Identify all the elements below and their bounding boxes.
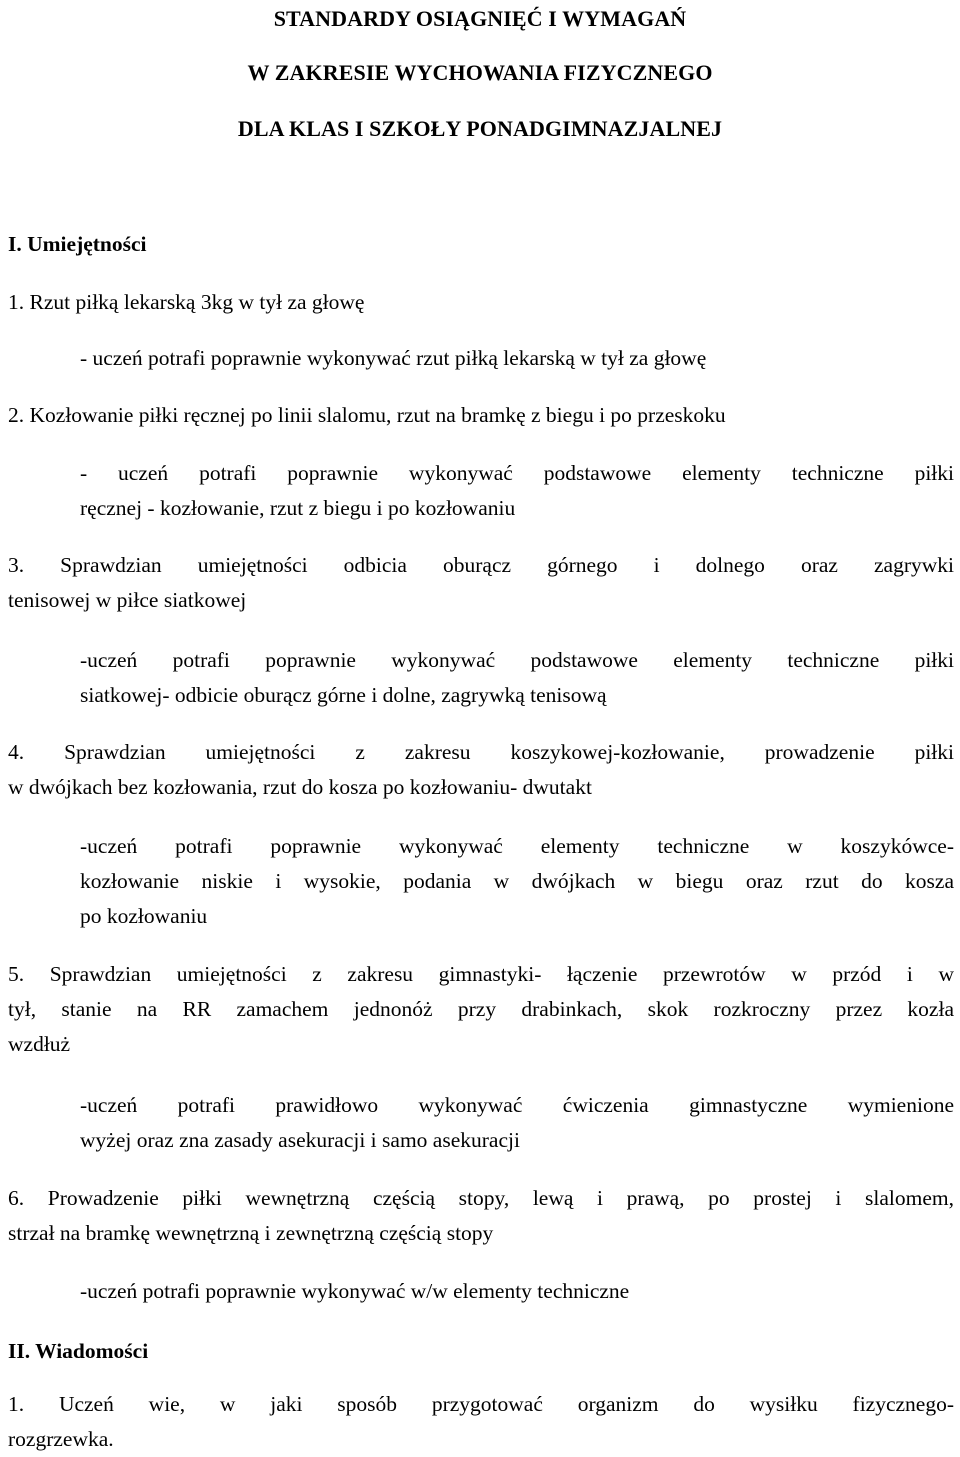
skill-item-5-title-line-1: 5. Sprawdzian umiejętności z zakresu gimnastyki- łączenie przewrotów w przód i w [8, 962, 954, 986]
skill-item-5-description-line-1: -uczeń potrafi prawidłowo wykonywać ćwiczenia gimnastyczne wymienione [80, 1093, 954, 1117]
skill-item-3-title-line-1: 3. Sprawdzian umiejętności odbicia oburącz górnego i dolnego oraz zagrywki [8, 553, 954, 577]
skill-item-4-title [8, 735, 954, 805]
skill-item-4-description-line-2: kozłowanie niskie i wysokie, podania w dwójkach w biegu oraz rzut do kosza [80, 869, 954, 893]
skill-item-6-title [8, 1181, 954, 1251]
skill-item-3-title [8, 548, 954, 618]
skill-item-5-title-line-3: wzdłuż [8, 1032, 71, 1056]
skill-item-1-title-line-1: 1. Rzut piłką lekarską 3kg w tył za głowę [8, 290, 365, 314]
knowledge-item-1-line-1: 1. Uczeń wie, w jaki sposób przygotować organizm do wysiłku fizycznego- [8, 1392, 954, 1416]
skill-item-2-description-line-2: ręcznej - kozłowanie, rzut z biegu i po kozłowaniu [80, 496, 516, 520]
skill-item-1-description-line-1: - uczeń potrafi poprawnie wykonywać rzut piłką lekarską w tył za głowę [80, 346, 707, 370]
skill-item-5-title [8, 957, 954, 1062]
skill-item-6-description [80, 1274, 954, 1309]
skill-item-1-title [8, 285, 954, 320]
skill-item-6-title-line-2: strzał na bramkę wewnętrzną i zewnętrzną częścią stopy [8, 1221, 494, 1245]
document-title-line-2: W ZAKRESIE WYCHOWANIA FIZYCZNEGO [247, 60, 713, 85]
skill-item-6-description-line-1: -uczeń potrafi poprawnie wykonywać w/w elementy techniczne [80, 1279, 630, 1303]
knowledge-item-1 [8, 1387, 954, 1457]
skill-item-3-title-line-2: tenisowej w piłce siatkowej [8, 588, 247, 612]
knowledge-item-1-line-2: rozgrzewka. [8, 1427, 114, 1451]
skill-item-4-description-line-1: -uczeń potrafi poprawnie wykonywać elementy techniczne w koszykówce- [80, 834, 954, 858]
skill-item-2-title-line-1: 2. Kozłowanie piłki ręcznej po linii slalomu, rzut na bramkę z biegu i po przeskoku [8, 403, 726, 427]
skill-item-4-title-line-1: 4. Sprawdzian umiejętności z zakresu koszykowej-kozłowanie, prowadzenie piłki [8, 740, 954, 764]
skill-item-6-title-line-1: 6. Prowadzenie piłki wewnętrzną częścią stopy, lewą i prawą, po prostej i slalomem, [8, 1186, 954, 1210]
skill-item-2-description-line-1: - uczeń potrafi poprawnie wykonywać podstawowe elementy techniczne piłki [80, 461, 954, 485]
skill-item-1-description [80, 341, 954, 376]
section-heading-knowledge: II. Wiadomości [8, 1339, 149, 1363]
skill-item-5-title-line-2: tył, stanie na RR zamachem jednonóż przy drabinkach, skok rozkroczny przez kozła [8, 997, 954, 1021]
skill-item-5-description-line-2: wyżej oraz zna zasady asekuracji i samo asekuracji [80, 1128, 520, 1152]
skill-item-4-title-line-2: w dwójkach bez kozłowania, rzut do kosza po kozłowaniu- dwutakt [8, 775, 592, 799]
skill-item-2-description [80, 456, 954, 526]
document-title-line-1: STANDARDY OSIĄGNIĘĆ I WYMAGAŃ [273, 6, 687, 31]
skill-item-3-description-line-2: siatkowej- odbicie oburącz górne i dolne, zagrywką tenisową [80, 683, 607, 707]
skill-item-2-title [8, 398, 954, 433]
skill-item-3-description-line-1: -uczeń potrafi poprawnie wykonywać podstawowe elementy techniczne piłki [80, 648, 954, 672]
document-title-line-3: DLA KLAS I SZKOŁY PONADGIMNAZJALNEJ [237, 116, 723, 141]
skill-item-5-description [80, 1088, 954, 1158]
section-heading-skills: I. Umiejętności [8, 232, 147, 256]
skill-item-4-description-line-3: po kozłowaniu [80, 904, 208, 928]
skill-item-3-description [80, 643, 954, 713]
skill-item-4-description [80, 829, 954, 934]
